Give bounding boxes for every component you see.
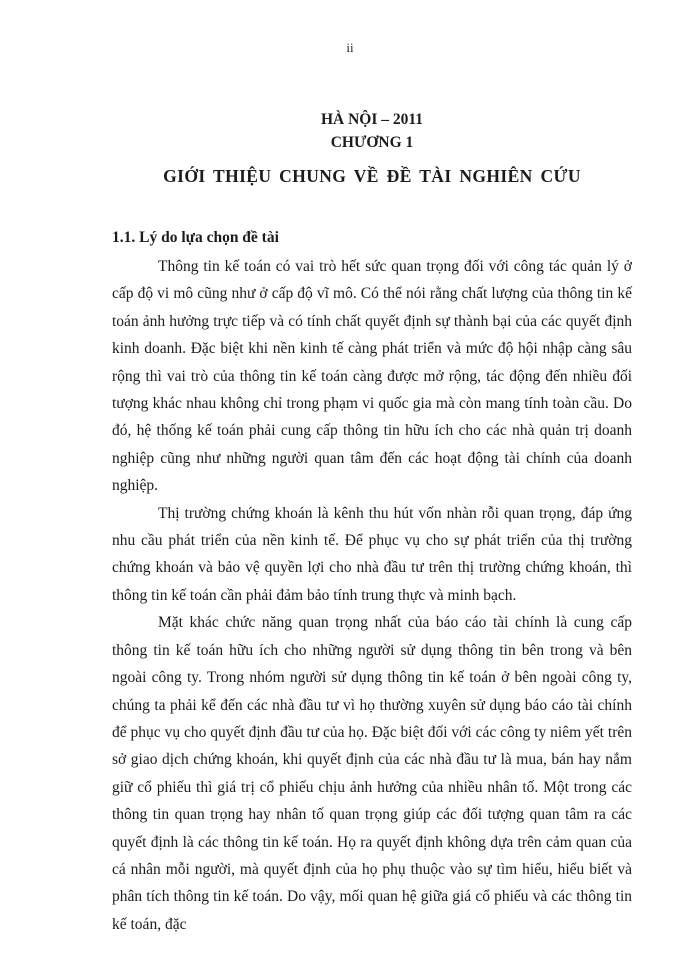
paragraph: Mặt khác chức năng quan trọng nhất của báo cáo tài chính là cung cấp thông tin kế toán hữu ích cho những người sử dụng thông tin bên trong và bên ngoài công ty. Trong nhóm người sử dụng thông tin kế toán ở bên ngoài công ty, chúng ta phải kể đến các nhà đầu tư vì họ thường xuyên sử dụng báo cáo tài chính để phục vụ cho quyết định đầu tư của họ. Đặc biệt đối với các công ty niêm yết trên sở giao dịch chứng khoán, khi quyết định của các nhà đầu tư là mua, bán hay nắm giữ cổ phiếu thì giá trị cổ phiếu chịu ảnh hưởng của nhiều nhân tố. Một trong các thông tin quan trọng hay nhân tố quan trọng giúp các đối tượng quan tâm ra các quyết định là các thông tin kế toán. Họ ra quyết định không dựa trên cảm quan của cá nhân mỗi người, mà quyết định của họ phụ thuộc vào sự tìm hiểu, hiểu biết và phân tích thông tin kế toán. Do vậy, mối quan hệ giữa giá cổ phiếu và các thông tin kế toán, đặc: [112, 614, 632, 933]
section-heading: 1.1. Lý do lựa chọn đề tài: [112, 229, 279, 246]
section-body: [112, 253, 632, 938]
page-number: ii: [346, 40, 354, 55]
chapter-label: CHƯƠNG 1: [330, 134, 414, 151]
location-year-line: HÀ NỘI – 2011: [320, 111, 424, 128]
page-content: [112, 108, 632, 938]
paragraph: Thông tin kế toán có vai trò hết sức quan trọng đối với công tác quản lý ở cấp độ vi mô cũng như ở cấp độ vĩ mô. Có thể nói rằng chất lượng của thông tin kế toán ảnh hưởng trực tiếp và có tính chất quyết định sự thành bại của các quyết định kinh doanh. Đặc biệt khi nền kinh tế càng phát triển và mức độ hội nhập càng sâu rộng thì vai trò của thông tin kế toán càng được mở rộng, tác động đến nhiều đối tượng khác nhau không chỉ trong phạm vi quốc gia mà còn mang tính toàn cầu. Do đó, hệ thống kế toán phải cung cấp thông tin hữu ích cho các nhà quản trị doanh nghiệp cũng như những người quan tâm đến các hoạt động tài chính của doanh nghiệp.: [112, 258, 632, 495]
paragraph: Thị trường chứng khoán là kênh thu hút vốn nhàn rỗi quan trọng, đáp ứng nhu cầu phát triển của nền kinh tế. Để phục vụ cho sự phát triển của thị trường chứng khoán và bảo vệ quyền lợi cho nhà đầu tư trên thị trường chứng khoán, thì thông tin kế toán cần phải đảm bảo tính trung thực và minh bạch.: [112, 504, 632, 604]
chapter-title: GIỚI THIỆU CHUNG VỀ ĐỀ TÀI NGHIÊN CỨU: [163, 166, 581, 186]
